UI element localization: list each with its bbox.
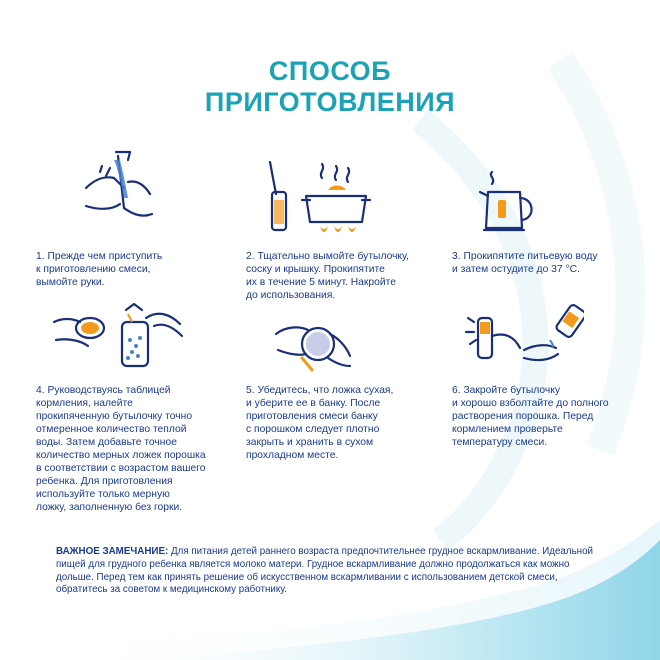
dry-spoon-icon: [272, 314, 354, 372]
note-line-3: дольше. Перед тем как принять решение об искусственном вскармливании с использованием детской смеси,: [56, 571, 558, 583]
note-line-2: пищей для грудного ребенка является молоко матери. Грудное вскармливание должно продолжаться как можно: [56, 558, 570, 570]
hand-washing-icon: [78, 148, 158, 230]
shake-bottle-icon: [464, 296, 584, 374]
title-line-1: СПОСОБ: [268, 56, 392, 86]
note-line-4: обратитесь за советом к медицинскому работнику.: [56, 584, 287, 596]
note-line-1: Для питания детей раннего возраста предпочтительнее грудное вскармливание. Идеальной: [168, 546, 594, 557]
measuring-powder-icon: [50, 300, 190, 372]
step-3-text: 3. Прокипятите питьевую воду и затем остудите до 37 °С.: [452, 251, 598, 275]
note-label: ВАЖНОЕ ЗАМЕЧАНИЕ:: [56, 546, 169, 557]
step-2-text: 2. Тщательно вымойте бутылочку, соску и крышку. Прокипятите их в течение 5 минут. Накройте до использования.: [246, 251, 410, 301]
step-6-text: 6. Закройте бутылочку и хорошо взболтайте до полного растворения порошка. Перед кормлением проверьте температуру смеси.: [452, 385, 609, 448]
title-line-2: ПРИГОТОВЛЕНИЯ: [204, 87, 456, 117]
step-5-text: 5. Убедитесь, что ложка сухая, и уберите ее в банку. После приготовления смеси банку с порошком следует плотно закрыть и хранить в сухом прохладном месте.: [246, 385, 394, 461]
kettle-icon: [478, 168, 548, 234]
step-1-text: 1. Прежде чем приступить к приготовлению смеси, вымойте руки.: [36, 251, 163, 288]
important-note: [56, 546, 616, 597]
step-4-text: 4. Руководствуясь таблицей кормления, налейте прокипяченную бутылочку точно отмеренное количество теплой воды. Затем добавьте точное количество мерных ложек порошка в соответствии с возрастом вашего ребенка. Для приготовления используйте только мерную ложку, заполненную без горки.: [36, 385, 206, 513]
bottle-boiling-icon: [262, 160, 372, 238]
